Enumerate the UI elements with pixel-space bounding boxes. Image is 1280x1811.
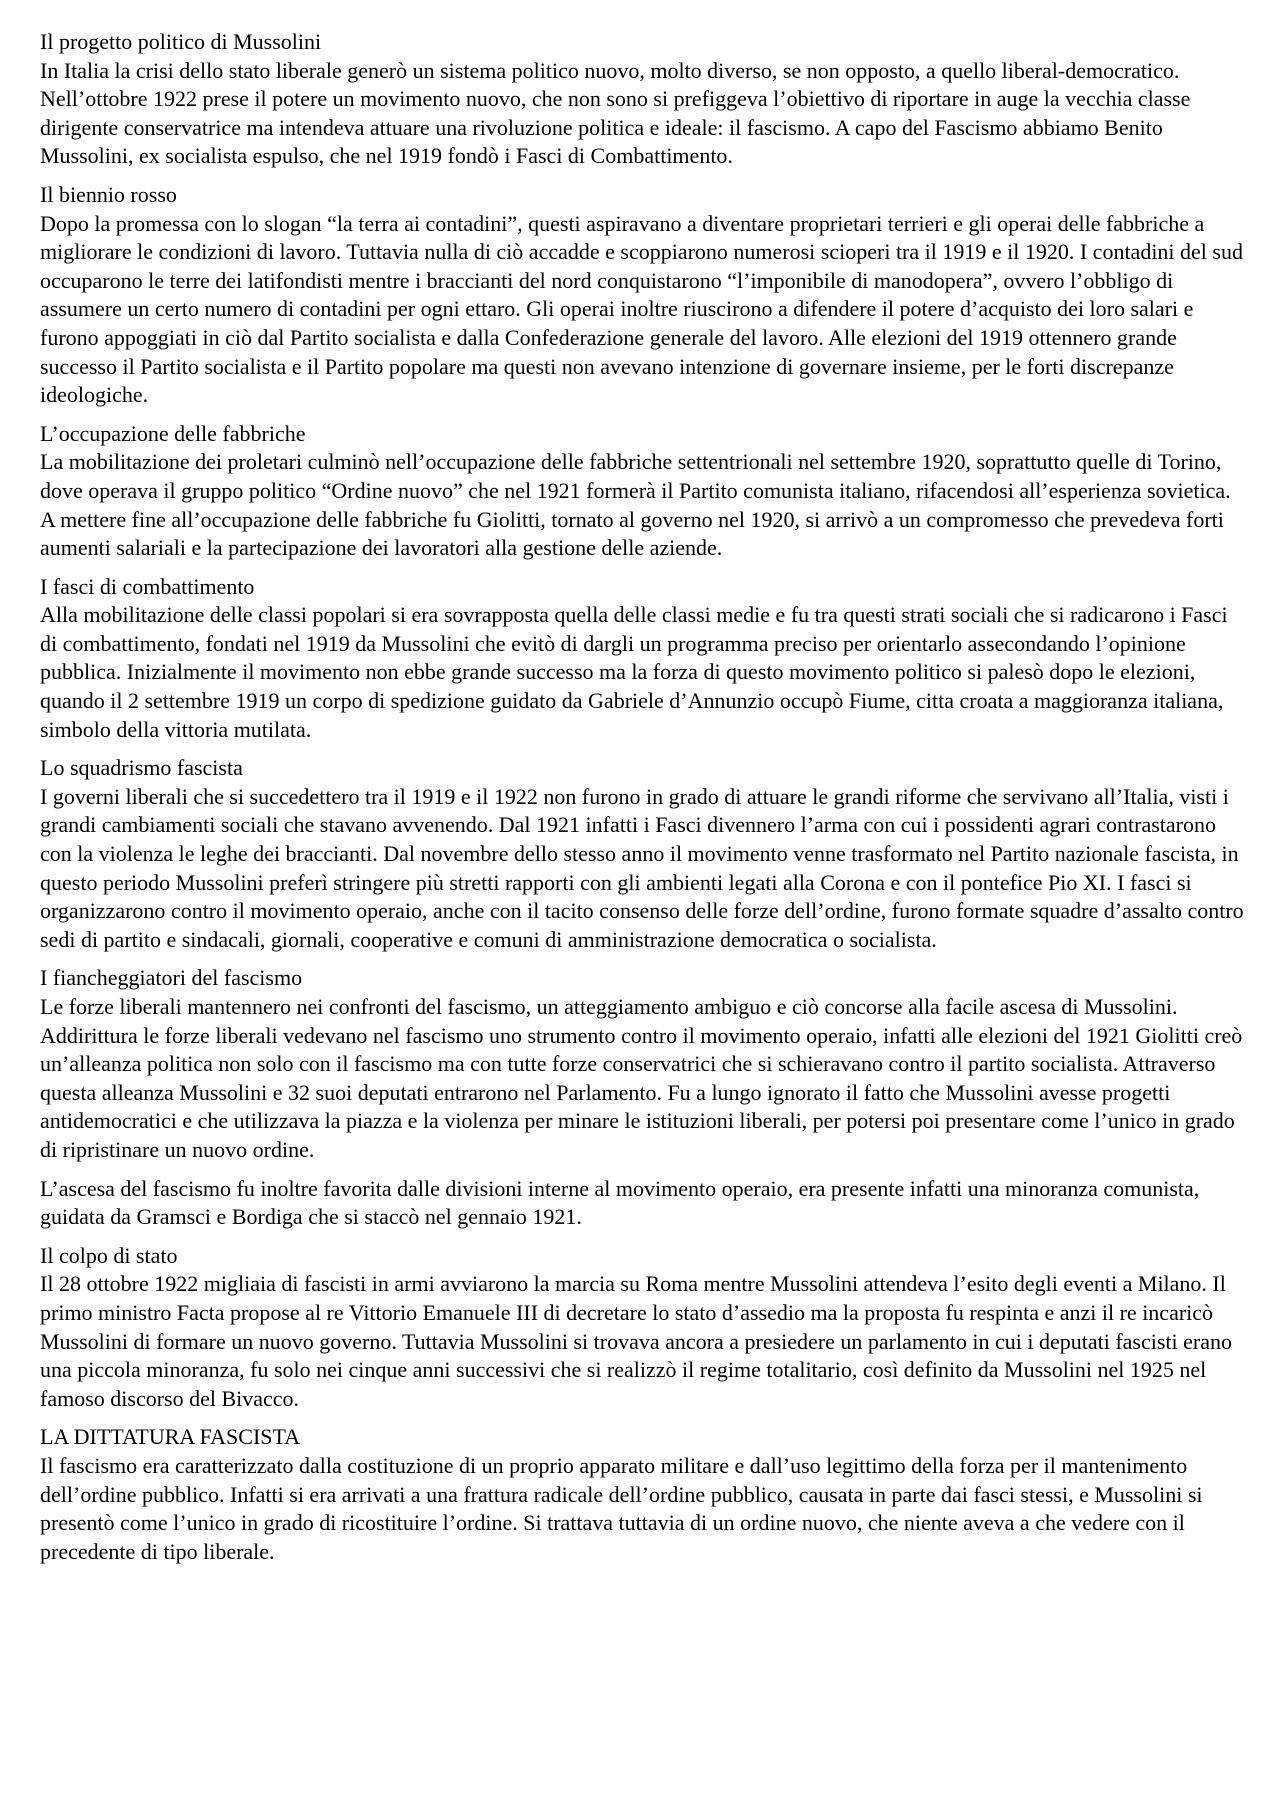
paragraph-workers-division: L’ascesa del fascismo fu inoltre favorita dalle divisioni interne al movimento operaio, era presente infatti una minoranza comunista, guidata da Gramsci e Bordiga che si staccò nel gennaio 1921. [40, 1175, 1200, 1230]
section-title: Lo squadrismo fascista [40, 755, 243, 781]
section-title: LA DITTATURA FASCISTA [40, 1424, 301, 1450]
section-squadrismo [40, 754, 1246, 954]
section-body: Le forze liberali mantennero nei confronti del fascismo, un atteggiamento ambiguo e ciò concorse alla facile ascesa di Mussolini. Addirittura le forze liberali vedevano nel fascismo uno strumento contro il movimento operaio, infatti alle elezioni del 1921 Giolitti creò un’alleanza politica non solo con il fascismo ma con tutte forze conservatrici che si schieravano contro il partito socialista. Attraverso questa alleanza Mussolini e 32 suoi deputati entrarono nel Parlamento. Fu a lungo ignorato il fatto che Mussolini avesse progetti antidemocratici e che utilizzava la piazza e la violenza per minare le istituzioni liberali, per potersi poi presentare come l’unico in grado di ripristinare un nuovo ordine. [40, 994, 1243, 1162]
section-body: La mobilitazione dei proletari culminò nell’occupazione delle fabbriche settentrionali nel settembre 1920, soprattutto quelle di Torino, dove operava il gruppo politico “Ordine nuovo” che nel 1921 formerà il Partito comunista italiano, rifacendosi all’esperienza sovietica. A mettere fine all’occupazione delle fabbriche fu Giolitti, tornato al governo nel 1920, si arrivò a un compromesso che prevedeva forti aumenti salariali e la partecipazione dei lavoratori alla gestione delle aziende. [40, 449, 1231, 561]
section-title: I fiancheggiatori del fascismo [40, 965, 303, 991]
section-title: Il colpo di stato [40, 1242, 178, 1268]
section-body: Il 28 ottobre 1922 migliaia di fascisti in armi avviarono la marcia su Roma mentre Mussolini attendeva l’esito degli eventi a Milano. Il primo ministro Facta propose al re Vittorio Emanuele III di decretare lo stato d’assedio ma la proposta fu respinta e anzi il re incaricò Mussolini di formare un nuovo governo. Tuttavia Mussolini si trovava ancora a presiedere un parlamento in cui i deputati fascisti erano una piccola minoranza, fu solo nei cinque anni successivi che si realizzò il regime totalitario, così definito da Mussolini nel 1925 nel famoso discorso del Bivacco. [40, 1271, 1233, 1411]
section-body: In Italia la crisi dello stato liberale generò un sistema politico nuovo, molto diverso, se non opposto, a quello liberal-democratico. Nell’ottobre 1922 prese il potere un movimento nuovo, che non sono si prefiggeva l’obiettivo di riportare in auge la vecchia classe dirigente conservatrice ma intendeva attuare una rivoluzione politica e ideale: il fascismo. A capo del Fascismo abbiamo Benito Mussolini, ex socialista espulso, che nel 1919 fondò i Fasci di Combattimento. [40, 57, 1191, 169]
section-coup [40, 1242, 1246, 1414]
section-fascist-dictatorship [40, 1423, 1246, 1566]
section-factory-occupation [40, 420, 1246, 563]
section-body: Alla mobilitazione delle classi popolari si era sovrapposta quella delle classi medie e fu tra questi strati sociali che si radicarono i Fasci di combattimento, fondati nel 1919 da Mussolini che evitò di dargli un programma preciso per orientarlo assecondando l’opinione pubblica. Inizialmente il movimento non ebbe grande successo ma la forza di questo movimento politico si palesò dopo le elezioni, quando il 2 settembre 1919 un corpo di spedizione guidato da Gabriele d’Annunzio occupò Fiume, citta croata a maggioranza italiana, simbolo della vittoria mutilata. [40, 602, 1228, 742]
section-title: Il progetto politico di Mussolini [40, 29, 322, 54]
section-fiancheggiatori [40, 964, 1246, 1164]
section-body: I governi liberali che si succedettero tra il 1919 e il 1922 non furono in grado di attuare le grandi riforme che servivano all’Italia, visti i grandi cambiamenti sociali che stavano avvenendo. Dal 1921 infatti i Fasci divennero l’arma con cui i possidenti agrari contrastarono con la violenza le leghe dei braccianti. Dal novembre dello stesso anno il movimento venne trasformato nel Partito nazionale fascista, in questo periodo Mussolini preferì stringere più stretti rapporti con gli ambienti legati alla Corona e con il pontefice Pio XI. I fasci si organizzarono contro il movimento operaio, anche con il tacito consenso delle forze dell’ordine, furono formate squadre d’assalto contro sedi di partito e sindacali, giornali, cooperative e comuni di amministrazione democratica o socialista. [40, 783, 1244, 952]
section-title: Il biennio rosso [40, 181, 177, 207]
section-red-biennium [40, 181, 1246, 410]
section-mussolini-project [40, 28, 1246, 171]
section-title: I fasci di combattimento [40, 573, 255, 599]
section-title: L’occupazione delle fabbriche [40, 420, 306, 446]
section-body: Il fascismo era caratterizzato dalla costituzione di un proprio apparato militare e dall’uso legittimo della forza per il mantenimento dell’ordine pubblico. Infatti si era arrivati a una frattura radicale dell’ordine pubblico, causata in parte dai fasci stessi, e Mussolini si presentò come l’unico in grado di ricostituire l’ordine. Si trattava tuttavia di un ordine nuovo, che niente aveva a che vedere con il precedente di tipo liberale. [40, 1452, 1203, 1564]
section-fasci-di-combattimento [40, 573, 1246, 745]
document-page [40, 28, 1246, 1576]
section-body: Dopo la promessa con lo slogan “la terra ai contadini”, questi aspiravano a diventare proprietari terrieri e gli operai delle fabbriche a migliorare le condizioni di lavoro. Tuttavia nulla di ciò accadde e scoppiarono numerosi scioperi tra il 1919 e il 1920. I contadini del sud occuparono le terre dei latifondisti mentre i braccianti del nord conquistarono “l’imponibile di manodopera”, ovvero l’obbligo di assumere un certo numero di contadini per ogni ettaro. Gli operai inoltre riuscirono a difendere il potere d’acquisto dei loro salari e furono appoggiati in ciò dal Partito socialista e dalla Confederazione generale del lavoro. Alle elezioni del 1919 ottennero grande successo il Partito socialista e il Partito popolare ma questi non avevano intenzione di governare insieme, per le forti discrepanze ideologiche. [40, 210, 1243, 408]
